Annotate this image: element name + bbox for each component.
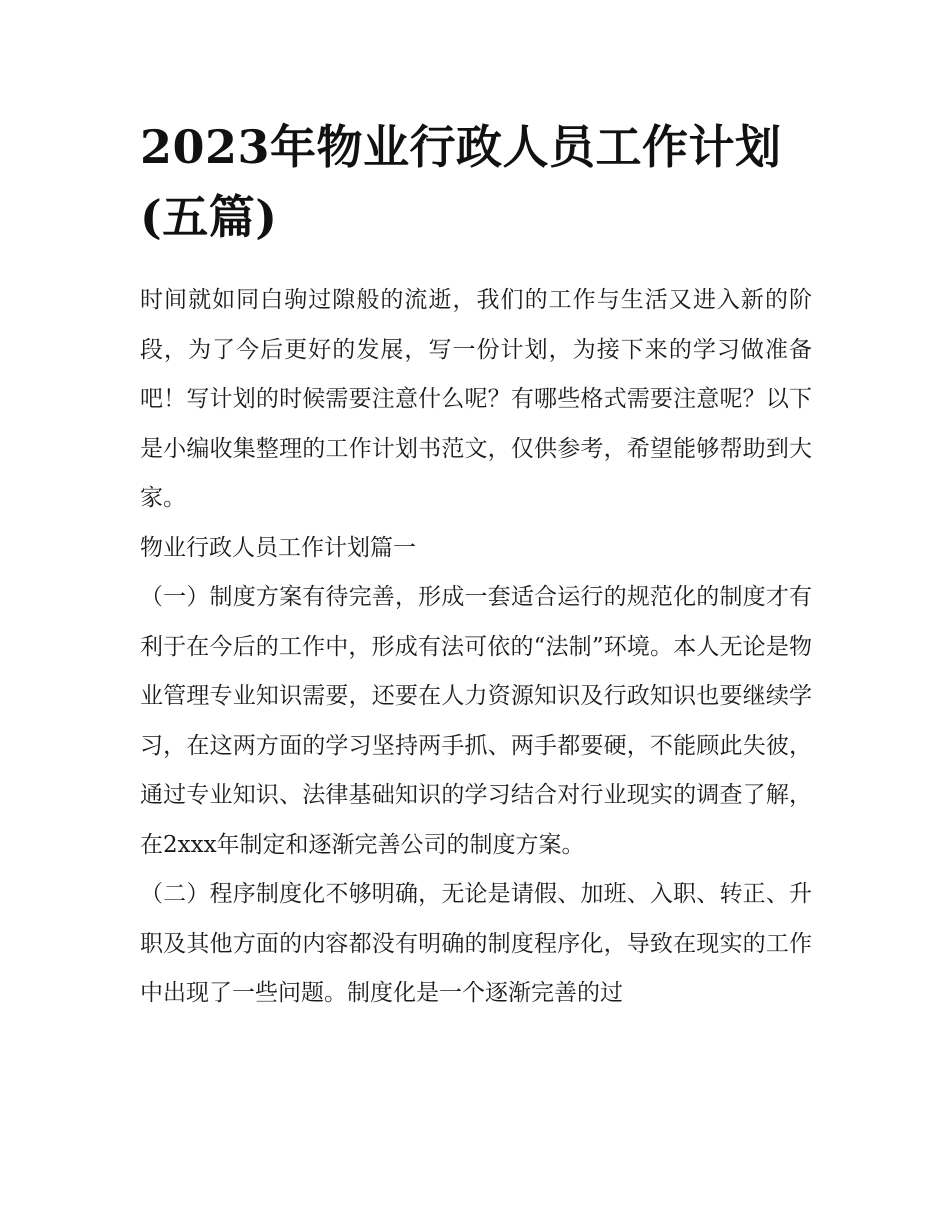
body-paragraph: （一）制度方案有待完善，形成一套适合运行的规范化的制度才有利于在今后的工作中，形成有法可依的“法制”环境。本人无论是物业管理专业知识需要，还要在人力资源知识及行政知识也要继续学习，在这两方面的学习坚持两手抓、两手都要硬，不能顾此失彼，通过专业知识、法律基础知识的学习结合对行业现实的调查了解，在2xxx年制定和逐渐完善公司的制度方案。 [140,584,812,858]
body-paragraph: （二）程序制度化不够明确，无论是请假、加班、入职、转正、升职及其他方面的内容都没有明确的制度程序化，导致在现实的工作中出现了一些问题。制度化是一个逐渐完善的过 [140,881,812,1006]
document-title: 2023年物业行政人员工作计划(五篇) [140,120,782,244]
section-heading: 物业行政人员工作计划篇一 [140,534,416,561]
document-body [140,276,812,1019]
intro-paragraph: 时间就如同白驹过隙般的流逝，我们的工作与生活又进入新的阶段，为了今后更好的发展，写一份计划，为接下来的学习做准备吧！写计划的时候需要注意什么呢？有哪些格式需要注意呢？以下是小编收集整理的工作计划书范文，仅供参考，希望能够帮助到大家。 [140,287,812,511]
